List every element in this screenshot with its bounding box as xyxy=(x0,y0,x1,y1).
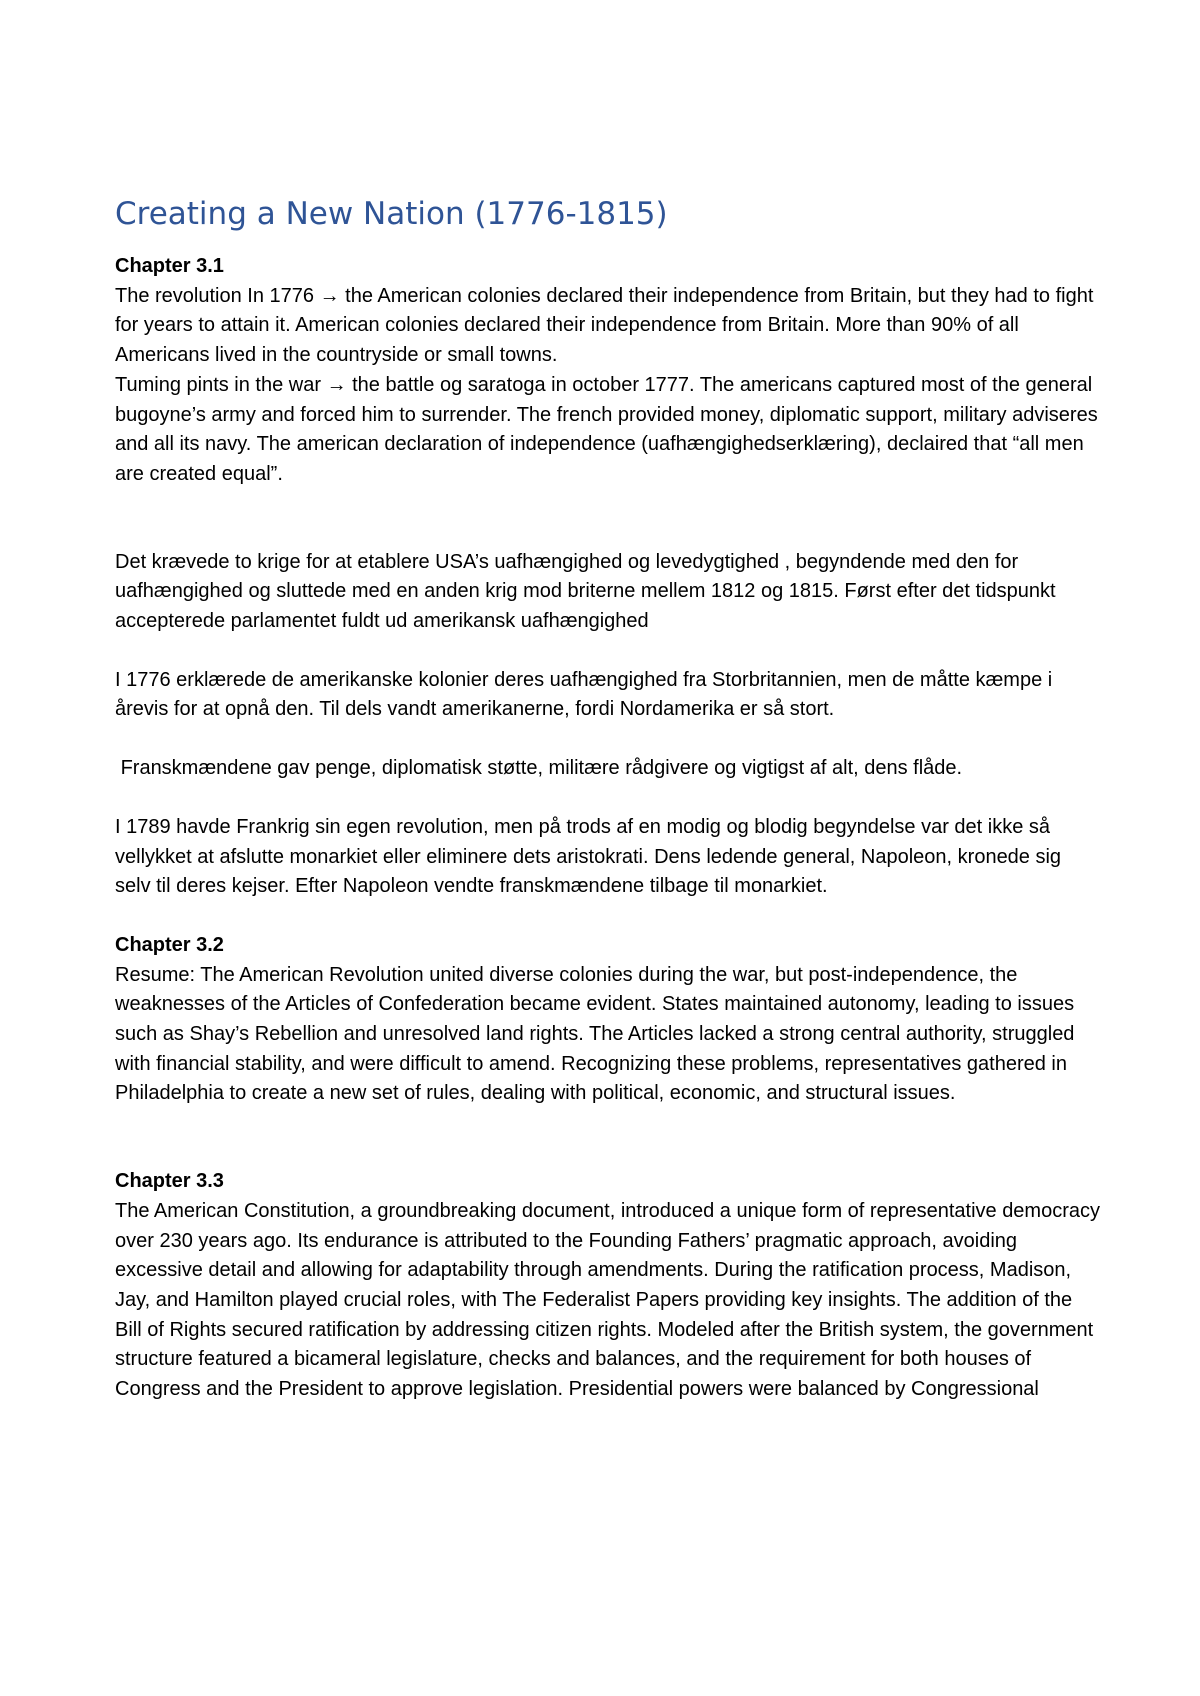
blank-space xyxy=(115,637,1100,666)
paragraph: I 1789 havde Frankrig sin egen revolution, men på trods af en modig og blodig begyndelse var det ikke så vellykket at afslutte monarkiet eller eliminere dets aristokrati. Dens ledende general, Napoleon, kronede sig selv til deres kejser. Efter Napoleon vendte franskmændene tilbage til monarkiet. xyxy=(115,815,1062,898)
blank-space xyxy=(115,490,1100,548)
document-title: Creating a New Nation (1776-1815) xyxy=(115,196,668,232)
paragraph: Det krævede to krige for at etablere USA’s uafhængighed og levedygtighed , begyndende med den for uafhængighed og sluttede med en anden krig mod briterne mellem 1812 og 1815. Først efter det tidspunkt accepterede parlamentet fuldt ud amerikansk uafhængighed xyxy=(115,550,1056,633)
blank-space xyxy=(115,725,1100,754)
blank-space xyxy=(115,784,1100,813)
chapter-heading: Chapter 3.2 xyxy=(115,933,224,956)
document-body xyxy=(115,194,1100,1405)
paragraph: The revolution In 1776 → the American colonies declared their independence from Britain, but they had to fight for years to attain it. American colonies declared their independence from Britain. More than 90% of all Americans lived in the countryside or small towns. xyxy=(115,284,1094,367)
chapter-heading: Chapter 3.3 xyxy=(115,1170,224,1193)
paragraph: Resume: The American Revolution united diverse colonies during the war, but post-independence, the weaknesses of the Articles of Confederation became evident. States maintained autonomy, leading to issues such as Shay’s Rebellion and unresolved land rights. The Articles lacked a strong central authority, struggled with financial stability, and were difficult to amend. Recognizing these problems, representatives gathered in Philadelphia to create a new set of rules, dealing with political, economic, and structural issues. xyxy=(115,963,1075,1105)
paragraph: I 1776 erklærede de amerikanske kolonier deres uafhængighed fra Storbritannien, men de måtte kæmpe i årevis for at opnå den. Til dels vandt amerikanerne, fordi Nordamerika er så stort. xyxy=(115,668,1053,721)
chapter-heading: Chapter 3.1 xyxy=(115,255,224,277)
paragraph: The American Constitution, a groundbreaking document, introduced a unique form of representative democracy over 230 years ago. Its endurance is attributed to the Founding Fathers’ pragmatic approach, avoiding excessive detail and allowing for adaptability through amendments. During the ratification process, Madison, Jay, and Hamilton played crucial roles, with The Federalist Papers providing key insights. The addition of the Bill of Rights secured ratification by addressing citizen rights. Modeled after the British system, the government structure featured a bicameral legislature, checks and balances, and the requirement for both houses of Congress and the President to approve legislation. Presidential powers were balanced by Congressional xyxy=(115,1199,1100,1401)
paragraph: Franskmændene gav penge, diplomatisk støtte, militære rådgivere og vigtigst af alt, dens flåde. xyxy=(115,757,963,780)
blank-space xyxy=(115,902,1100,931)
paragraph: Tuming pints in the war → the battle og saratoga in october 1777. The americans captured most of the general bugoyne’s army and forced him to surrender. The french provided money, diplomatic support, military adviseres and all its navy. The american declaration of independence (uafhængighedserklæring), declaired that “all men are created equal”. xyxy=(115,373,1098,485)
blank-space xyxy=(115,1109,1100,1167)
